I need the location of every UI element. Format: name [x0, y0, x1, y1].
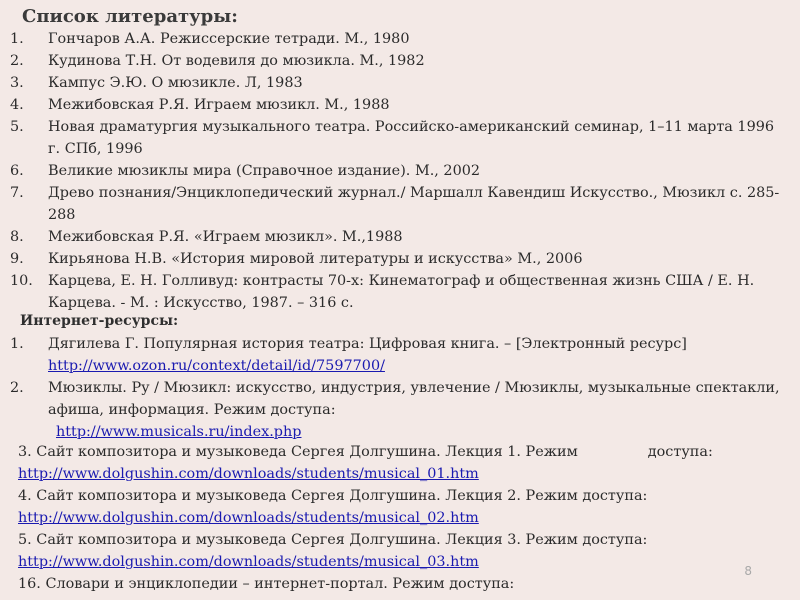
list-item — [0, 50, 790, 72]
list-item — [0, 333, 790, 377]
resource-link[interactable]: http://www.ozon.ru/context/detail/id/7597700/ — [48, 358, 385, 374]
resource-link[interactable]: http://www.musicals.ru/index.php — [56, 424, 302, 440]
item-text: Кудинова Т.Н. От водевиля до мюзикла. М., 1982 — [48, 53, 425, 69]
list-item — [0, 226, 790, 248]
item-text: Новая драматургия музыкального театра. Российско-американский семинар, 1–11 марта 1996 г. СПб, 1996 — [48, 119, 775, 157]
list-item — [0, 377, 790, 443]
item-text: 4. Сайт композитора и музыковеда Сергея Долгушина. Лекция 2. Режим доступа: — [18, 488, 648, 504]
list-item — [18, 573, 788, 595]
reference-list — [0, 28, 790, 314]
list-item — [18, 529, 788, 573]
item-number: 2. — [10, 380, 24, 396]
item-number: 5. — [10, 119, 24, 135]
item-number: 8. — [10, 229, 24, 245]
item-text: 3. Сайт композитора и музыковеда Сергея Долгушина. Лекция 1. Режим — [18, 444, 578, 460]
list-item — [0, 28, 790, 50]
item-text: Мюзиклы. Ру / Мюзикл: искусство, индустрия, увлечение / Мюзиклы, музыкальные спектакли, афиша, информация. Режим доступа: — [48, 380, 780, 418]
item-text: 5. Сайт композитора и музыковеда Сергея Долгушина. Лекция 3. Режим доступа: — [18, 532, 648, 548]
list-item — [0, 116, 790, 160]
list-item — [0, 94, 790, 116]
item-text: Гончаров А.А. Режиссерские тетради. М., 1980 — [48, 31, 410, 47]
item-text: Великие мюзиклы мира (Справочное издание). М., 2002 — [48, 163, 481, 179]
page-number: 8 — [744, 564, 752, 578]
list-item — [0, 270, 790, 314]
internet-list — [0, 333, 790, 443]
internet-heading: Интернет-ресурсы: — [20, 313, 179, 329]
item-text: доступа: — [647, 444, 713, 460]
item-text: Межибовская Р.Я. Играем мюзикл. М., 1988 — [48, 97, 390, 113]
item-number: 4. — [10, 97, 24, 113]
item-text: 16. Словари и энциклопедии – интернет-портал. Режим доступа: — [18, 576, 515, 592]
item-number: 1. — [10, 336, 24, 352]
list-item — [0, 182, 790, 226]
item-text: Кирьянова Н.В. «История мировой литературы и искусства» М., 2006 — [48, 251, 583, 267]
resource-link[interactable]: http://www.dolgushin.com/downloads/students/musical_03.htm — [18, 554, 479, 570]
item-number: 6. — [10, 163, 24, 179]
resource-link[interactable]: http://www.dolgushin.com/downloads/students/musical_02.htm — [18, 510, 479, 526]
item-text: Дягилева Г. Популярная история театра: Цифровая книга. – [Электронный ресурс] — [48, 336, 687, 352]
item-number: 7. — [10, 185, 24, 201]
list-item — [18, 485, 788, 529]
item-text: Межибовская Р.Я. «Играем мюзикл». М.,1988 — [48, 229, 403, 245]
list-item — [0, 160, 790, 182]
item-number: 10. — [10, 273, 33, 289]
item-text: Карцева, Е. Н. Голливуд: контрасты 70-х: Кинематограф и общественная жизнь США / Е. Н. Карцева. - М. : Искусство, 1987. – 316 с. — [48, 273, 755, 311]
item-text: Древо познания/Энциклопедический журнал./ Маршалл Кавендиш Искусство., Мюзикл с. 285-288 — [48, 185, 780, 223]
item-number: 2. — [10, 53, 24, 69]
page-title: Список литературы: — [22, 6, 238, 27]
resource-link[interactable]: http://www.dolgushin.com/downloads/students/musical_01.htm — [18, 466, 479, 482]
list-item — [0, 72, 790, 94]
list-item — [18, 441, 788, 485]
list-item — [0, 248, 790, 270]
item-text: Кампус Э.Ю. О мюзикле. Л, 1983 — [48, 75, 303, 91]
item-number: 1. — [10, 31, 24, 47]
item-number: 9. — [10, 251, 24, 267]
item-number: 3. — [10, 75, 24, 91]
